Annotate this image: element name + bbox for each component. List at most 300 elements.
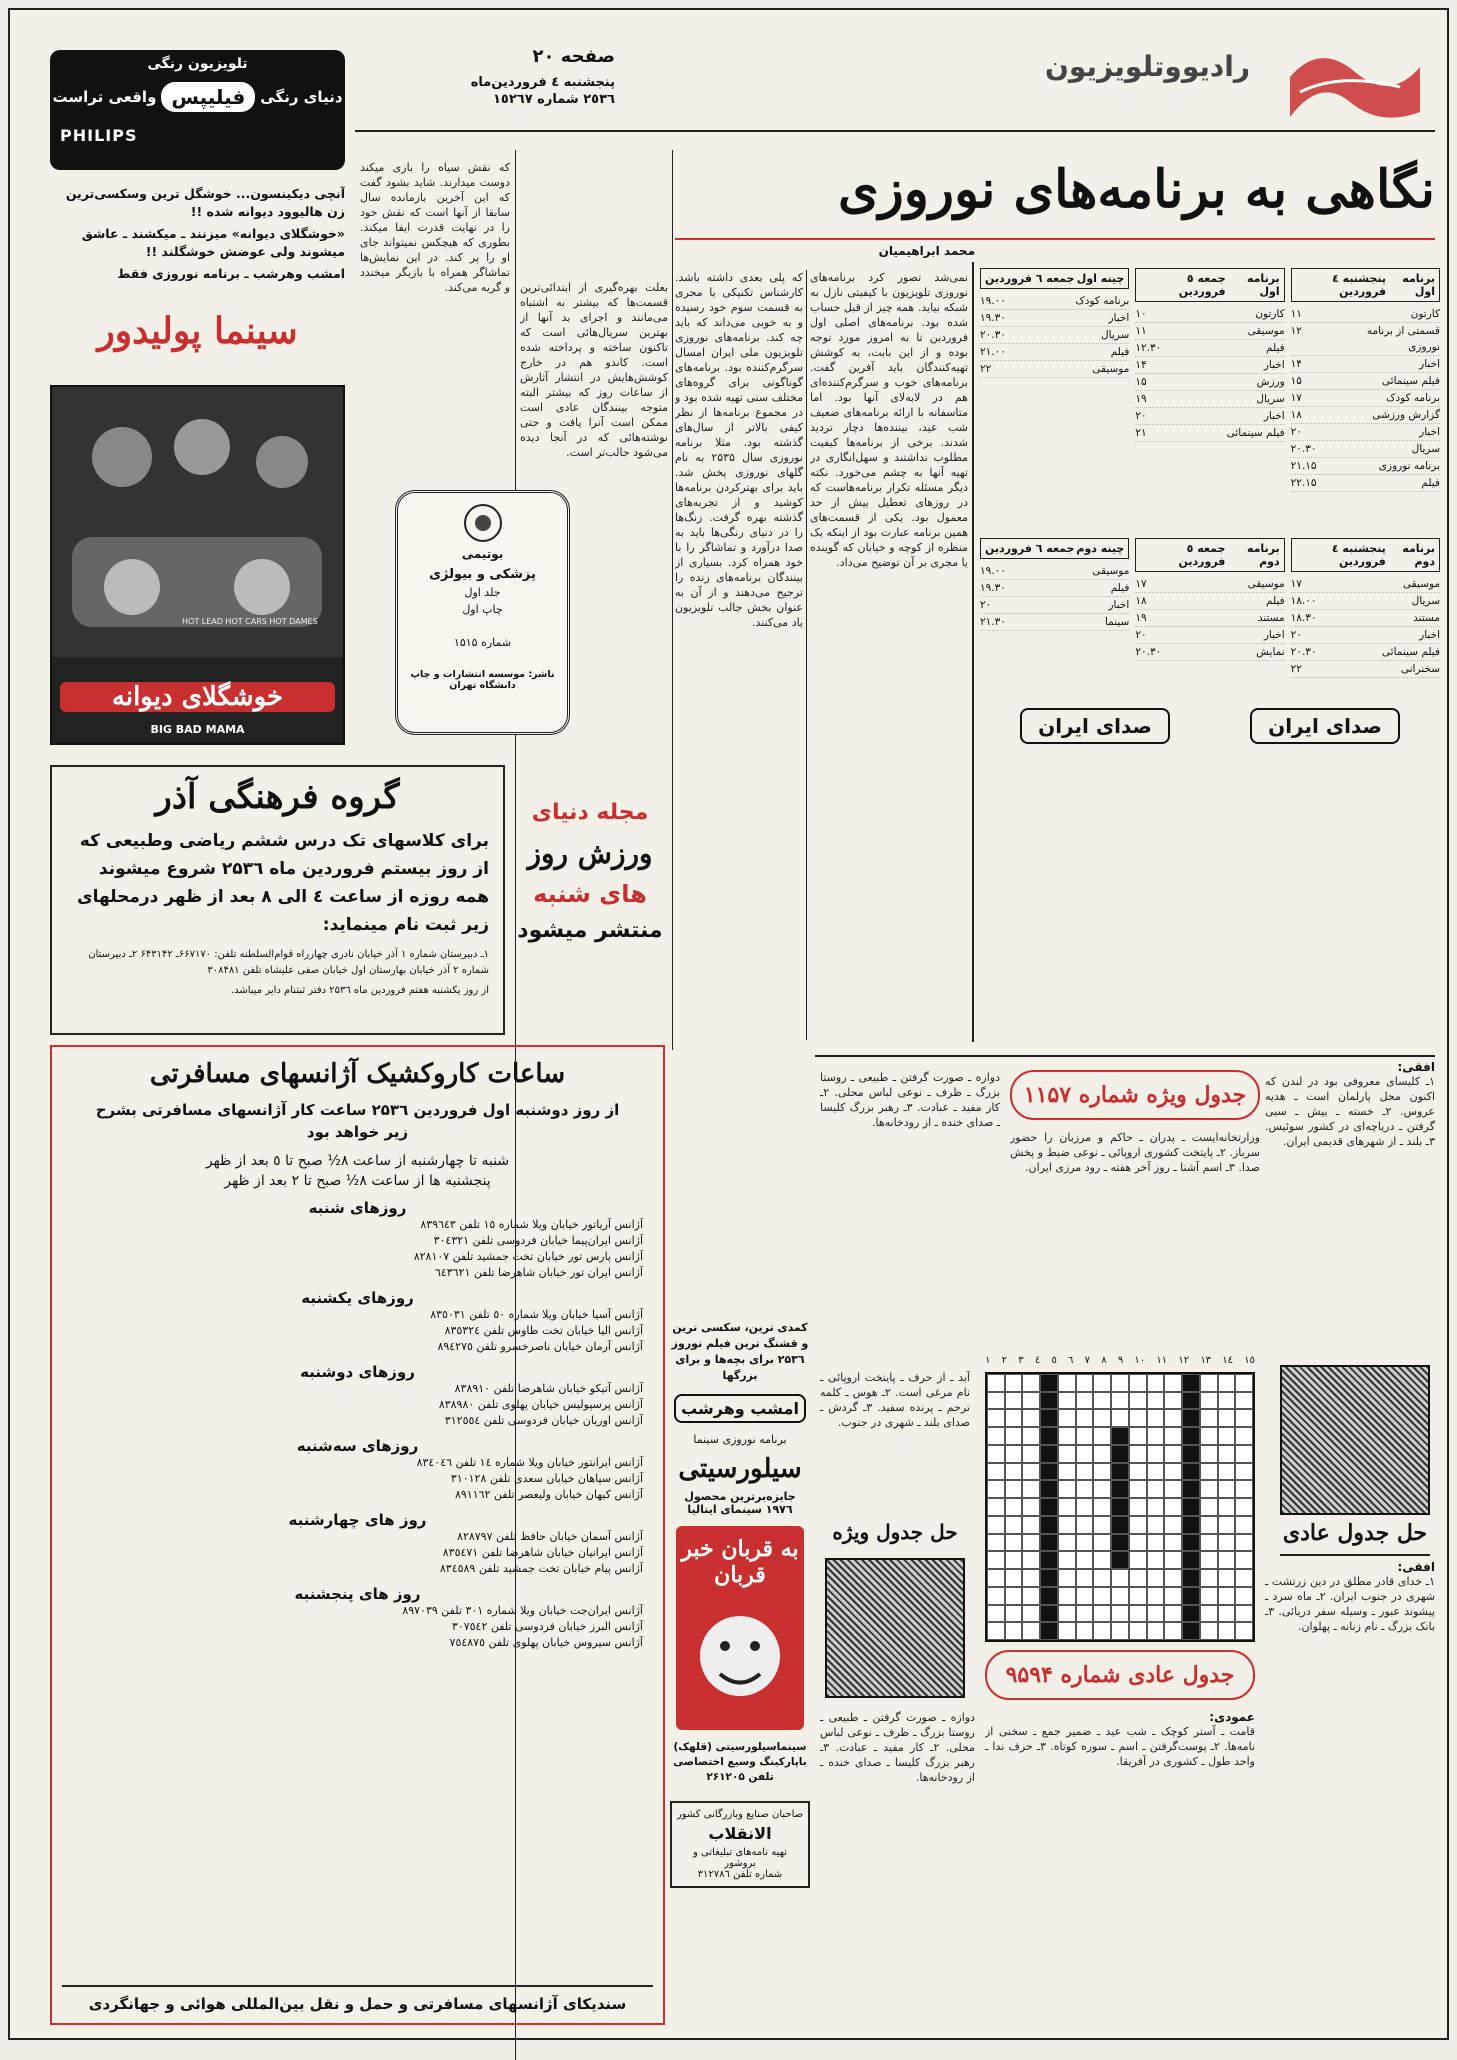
crossword-number: ٦ <box>1068 1355 1074 1366</box>
regular-title-box <box>985 1650 1255 1700</box>
crossword-cell[interactable] <box>1005 1409 1023 1427</box>
crossword-cell[interactable] <box>1182 1392 1200 1410</box>
crossword-cell[interactable] <box>987 1622 1005 1640</box>
crossword-cell[interactable] <box>1093 1480 1111 1498</box>
schedule-time: ۱۵ <box>1135 376 1147 388</box>
crossword-cell[interactable] <box>1005 1445 1023 1463</box>
crossword-cell[interactable] <box>1093 1463 1111 1481</box>
crossword-cell[interactable] <box>1218 1569 1236 1587</box>
crossword-cell[interactable] <box>1182 1427 1200 1445</box>
crossword-cell[interactable] <box>1111 1622 1129 1640</box>
crossword-cell[interactable] <box>1147 1409 1165 1427</box>
crossword-cell[interactable] <box>1093 1605 1111 1623</box>
crossword-cell[interactable] <box>1129 1374 1147 1392</box>
crossword-cell[interactable] <box>987 1551 1005 1569</box>
crossword-cell[interactable] <box>1022 1445 1040 1463</box>
crossword-cell[interactable] <box>1022 1392 1040 1410</box>
crossword-cell[interactable] <box>1058 1427 1076 1445</box>
crossword-cell[interactable] <box>1182 1587 1200 1605</box>
crossword-cell[interactable] <box>1058 1622 1076 1640</box>
crossword-cell[interactable] <box>1111 1480 1129 1498</box>
schedule-title: موسیقی <box>1247 578 1285 590</box>
crossword-cell[interactable] <box>1235 1569 1253 1587</box>
travel-day-heading: روزهای دوشنبه <box>300 1363 415 1381</box>
crossword-cell[interactable] <box>1022 1498 1040 1516</box>
crossword-cell[interactable] <box>1235 1605 1253 1623</box>
crossword-cell[interactable] <box>1093 1392 1111 1410</box>
crossword-cell[interactable] <box>1005 1622 1023 1640</box>
crossword-cell[interactable] <box>1235 1409 1253 1427</box>
book-title: پزشکی و بیولژی <box>429 567 536 582</box>
crossword-cell[interactable] <box>987 1480 1005 1498</box>
crossword-cell[interactable] <box>1093 1569 1111 1587</box>
crossword-cell[interactable] <box>1182 1409 1200 1427</box>
crossword-cell[interactable] <box>1218 1622 1236 1640</box>
crossword-cell[interactable] <box>1218 1374 1236 1392</box>
crossword-cell[interactable] <box>1235 1463 1253 1481</box>
crossword-cell[interactable] <box>1235 1445 1253 1463</box>
crossword-cell[interactable] <box>1147 1445 1165 1463</box>
crossword-cell[interactable] <box>1182 1498 1200 1516</box>
crossword-cell[interactable] <box>1058 1409 1076 1427</box>
crossword-number: ٤ <box>1034 1355 1041 1366</box>
crossword-cell[interactable] <box>1093 1551 1111 1569</box>
crossword-cell[interactable] <box>1093 1409 1111 1427</box>
crossword-cell[interactable] <box>1164 1605 1182 1623</box>
crossword-cell[interactable] <box>1200 1409 1218 1427</box>
travel-sub3: پنجشنبه ها از ساعت ۸½ صبح تا ۲ بعد از ظهر <box>224 1173 491 1189</box>
crossword-cell[interactable] <box>1182 1534 1200 1552</box>
crossword-cell[interactable] <box>1005 1569 1023 1587</box>
crossword-cell[interactable] <box>1040 1445 1058 1463</box>
crossword-cell[interactable] <box>1040 1409 1058 1427</box>
crossword-cell[interactable] <box>1040 1374 1058 1392</box>
clues-a: ۱ـ کلیسای معروفی بود در لندن که اکنون محل پارلمان است ـ هدیه عروس. ۲ـ خسته ـ بیش ـ سبی گرفتن ـ دریاچه‌ای در کشور سوئیس. ۳ـ بلند ـ از شهرهای قدیمی ایران. <box>1265 1075 1435 1148</box>
crossword-cell[interactable] <box>1040 1605 1058 1623</box>
schedule-title: کارتون <box>1255 308 1285 320</box>
crossword-cell[interactable] <box>987 1498 1005 1516</box>
schedule-time: ۱۰ <box>1135 308 1147 320</box>
crossword-cell[interactable] <box>1164 1569 1182 1587</box>
schedule-time: ۱۴ <box>1135 359 1147 371</box>
crossword-cell[interactable] <box>1164 1516 1182 1534</box>
crossword-number: ۸ <box>1101 1355 1107 1366</box>
travel-sub2: شنبه تا چهارشنبه از ساعت ۸½ صبح تا ٥ بعد از ظهر <box>205 1153 510 1169</box>
crossword-cell[interactable] <box>987 1463 1005 1481</box>
crossword-cell[interactable] <box>1040 1463 1058 1481</box>
crossword-cell[interactable] <box>1129 1409 1147 1427</box>
crossword-cell[interactable] <box>1129 1445 1147 1463</box>
crossword-cell[interactable] <box>1076 1605 1094 1623</box>
crossword-cell[interactable] <box>1040 1516 1058 1534</box>
crossword-cell[interactable] <box>1147 1374 1165 1392</box>
silver-program: برنامه نوروزی سینما <box>693 1433 787 1446</box>
crossword-cell[interactable] <box>1235 1534 1253 1552</box>
crossword-cell[interactable] <box>1182 1551 1200 1569</box>
schedule-title: فیلم <box>1266 595 1285 607</box>
crossword-grid[interactable] <box>985 1372 1255 1642</box>
crossword-cell[interactable] <box>1076 1392 1094 1410</box>
crossword-cell[interactable] <box>1218 1516 1236 1534</box>
crossword-cell[interactable] <box>1111 1534 1129 1552</box>
schedule-row <box>1135 323 1284 340</box>
crossword-cell[interactable] <box>1164 1551 1182 1569</box>
crossword-cell[interactable] <box>1182 1569 1200 1587</box>
down-label: عمودی: <box>1209 1710 1255 1724</box>
sched-5-day: جمعه ٦ فروردین <box>985 272 1075 285</box>
crossword-cell[interactable] <box>987 1605 1005 1623</box>
crossword-cell[interactable] <box>1093 1587 1111 1605</box>
crossword-cell[interactable] <box>1129 1622 1147 1640</box>
crossword-cell[interactable] <box>1147 1516 1165 1534</box>
crossword-number: ٥ <box>1051 1355 1057 1366</box>
crossword-cell[interactable] <box>1182 1480 1200 1498</box>
crossword-cell[interactable] <box>1235 1427 1253 1445</box>
crossword-number: ۱۱ <box>1156 1355 1168 1366</box>
travel-agency-line: آژانس آتیکو خیابان شاهرضا تلفن ٨٣٨٩١٠ <box>454 1382 643 1395</box>
crossword-cell[interactable] <box>1022 1587 1040 1605</box>
crossword-cell[interactable] <box>1076 1587 1094 1605</box>
crossword-cell[interactable] <box>987 1409 1005 1427</box>
crossword-cell[interactable] <box>1182 1516 1200 1534</box>
crossword-cell[interactable] <box>1129 1392 1147 1410</box>
crossword-cell[interactable] <box>1111 1427 1129 1445</box>
crossword-cell[interactable] <box>1235 1551 1253 1569</box>
schedule-time: ۱۸.۰۰ <box>1290 595 1317 607</box>
crossword-cell[interactable] <box>1093 1622 1111 1640</box>
crossword-cell[interactable] <box>1164 1374 1182 1392</box>
crossword-cell[interactable] <box>1005 1534 1023 1552</box>
schedule-row <box>980 310 1129 327</box>
travel-agency-line: آژانس الیا خیابان تخت طاوس تلفن ٨٣٥٣٢٤ <box>444 1324 643 1337</box>
crossword-cell[interactable] <box>1147 1498 1165 1516</box>
crossword-cell[interactable] <box>1076 1480 1094 1498</box>
azar-addr: ۱ـ دبیرستان شماره ۱ آذر خیابان نادری چهارراه قوام‌السلطنه تلفن: ۶۶۷۱۷۰ـ ۶۴۳۱۴۲ ۲ـ دبیرستان شماره ۲ آذر خیابان بهارستان اول خیابان صفی علیشاه تلفن ۳۰۸۴۸۱ <box>88 949 489 976</box>
travel-day-heading: روزهای یکشنبه <box>301 1289 414 1307</box>
crossword-cell[interactable] <box>1147 1622 1165 1640</box>
crossword-cell[interactable] <box>1164 1427 1182 1445</box>
crossword-cell[interactable] <box>1040 1622 1058 1640</box>
schedule-block-5 <box>980 268 1129 492</box>
across-label: افقی: <box>1397 1060 1435 1074</box>
crossword-cell[interactable] <box>1005 1374 1023 1392</box>
crossword-cell[interactable] <box>1022 1480 1040 1498</box>
cinema-name-wrap <box>50 310 345 370</box>
radio-box-left: صدای ایران <box>1020 708 1170 744</box>
header-rule <box>355 130 1435 132</box>
azar-ad <box>50 765 505 1035</box>
crossword-cell[interactable] <box>1040 1427 1058 1445</box>
crossword-cell[interactable] <box>1200 1569 1218 1587</box>
crossword-cell[interactable] <box>1218 1534 1236 1552</box>
crossword-cell[interactable] <box>1005 1498 1023 1516</box>
crossword-cell[interactable] <box>1147 1569 1165 1587</box>
crossword-cell[interactable] <box>1164 1498 1182 1516</box>
crossword-cell[interactable] <box>1200 1498 1218 1516</box>
crossword-cell[interactable] <box>1164 1480 1182 1498</box>
crossword-cell[interactable] <box>1005 1427 1023 1445</box>
crossword-cell[interactable] <box>1040 1498 1058 1516</box>
crossword-cell[interactable] <box>1093 1534 1111 1552</box>
schedule-title: اخبار <box>1108 312 1130 324</box>
bottom-line3: شماره تلفن ۳۱۲۷۸٦ <box>697 1869 783 1880</box>
crossword-cell[interactable] <box>1022 1569 1040 1587</box>
crossword-cell[interactable] <box>1022 1374 1040 1392</box>
crossword-cell[interactable] <box>1058 1392 1076 1410</box>
travel-agency-line: آژانس کیهان خیابان ولیعصر تلفن ٨٩١١٦٢ <box>454 1488 643 1501</box>
schedule-row <box>1291 644 1440 661</box>
silver-tonight: امشب وهرشب <box>674 1394 806 1423</box>
crossword-cell[interactable] <box>1005 1605 1023 1623</box>
crossword-cell[interactable] <box>1093 1374 1111 1392</box>
crossword-cell[interactable] <box>1235 1498 1253 1516</box>
crossword-cell[interactable] <box>1200 1463 1218 1481</box>
solution-grid-wrap <box>1280 1365 1430 1515</box>
crossword-cell[interactable] <box>1040 1534 1058 1552</box>
crossword-cell[interactable] <box>1147 1551 1165 1569</box>
crossword-cell[interactable] <box>1218 1498 1236 1516</box>
crossword-cell[interactable] <box>1093 1427 1111 1445</box>
clues-d: دوازه ـ صورت گرفتن ـ طبیعی ـ روستا بزرگ ـ ظرف ـ نوعی لباس محلی. ۲ـ کار مفید ـ عبادت. ۳ـ رهبر بزرگ کلیسا ـ صدای خنده ـ از رودخانه‌ها. <box>820 1071 1000 1129</box>
crossword-cell[interactable] <box>1235 1392 1253 1410</box>
crossword-cell[interactable] <box>1235 1374 1253 1392</box>
crossword-cell[interactable] <box>1111 1498 1129 1516</box>
crossword-cell[interactable] <box>1218 1463 1236 1481</box>
crossword-cell[interactable] <box>1058 1480 1076 1498</box>
schedule-block-4 <box>1135 538 1284 678</box>
sched-2-day: پنجشنبه ٤ فروردین <box>1331 542 1386 568</box>
crossword-cell[interactable] <box>1076 1622 1094 1640</box>
schedule-row <box>1135 610 1284 627</box>
crossword-cell[interactable] <box>1076 1463 1094 1481</box>
schedule-row <box>980 344 1129 361</box>
crossword-cell[interactable] <box>1235 1516 1253 1534</box>
crossword-cell[interactable] <box>987 1427 1005 1445</box>
schedule-time: ۱۲ <box>1290 325 1302 337</box>
crossword-cell[interactable] <box>1200 1605 1218 1623</box>
crossword-cell[interactable] <box>1182 1622 1200 1640</box>
crossword-cell[interactable] <box>1058 1551 1076 1569</box>
crossword-cell[interactable] <box>1022 1605 1040 1623</box>
crossword-cell[interactable] <box>1147 1605 1165 1623</box>
crossword-cell[interactable] <box>1076 1445 1094 1463</box>
crossword-cell[interactable] <box>1005 1480 1023 1498</box>
crossword-cell[interactable] <box>1058 1374 1076 1392</box>
crossword-cell[interactable] <box>1005 1463 1023 1481</box>
crossword-cell[interactable] <box>1200 1516 1218 1534</box>
crossword-cell[interactable] <box>1022 1551 1040 1569</box>
crossword-cell[interactable] <box>1076 1569 1094 1587</box>
schedule-block-2 <box>1291 538 1440 678</box>
crossword-cell[interactable] <box>1111 1463 1129 1481</box>
crossword-cell[interactable] <box>1005 1587 1023 1605</box>
crossword-cell[interactable] <box>1164 1409 1182 1427</box>
masthead-ornament-icon <box>1280 32 1430 132</box>
crossword-cell[interactable] <box>1235 1587 1253 1605</box>
crossword-cell[interactable] <box>987 1392 1005 1410</box>
schedule-title: اخبار <box>1419 426 1440 438</box>
crossword-cell[interactable] <box>1218 1427 1236 1445</box>
crossword-cell[interactable] <box>1022 1463 1040 1481</box>
clues-f: قامت ـ آستر کوچک ـ شب عید ـ ضمیر جمع ـ سخنی از نامه‌ها. ۲ـ پوست‌گرفتن ـ اسم ـ سوره کوتاه. ۳ـ حرف ندا ـ واحد طول ـ کشوری در آفریقا. <box>985 1725 1255 1768</box>
schedule-row <box>1291 593 1440 610</box>
crossword-cell[interactable] <box>1129 1605 1147 1623</box>
crossword-cell[interactable] <box>1058 1516 1076 1534</box>
schedule-row <box>1291 407 1440 424</box>
schedule-title: اخبار <box>1419 629 1440 641</box>
schedule-title: فیلم <box>1266 342 1285 354</box>
poster-tagline: HOT LEAD HOT CARS HOT DAMES <box>182 617 318 626</box>
crossword-cell[interactable] <box>1200 1622 1218 1640</box>
crossword-cell[interactable] <box>1111 1587 1129 1605</box>
crossword-cell[interactable] <box>1200 1551 1218 1569</box>
crossword-cell[interactable] <box>1022 1622 1040 1640</box>
sched-4-header: برنامه دوم <box>1246 542 1280 568</box>
crossword-cell[interactable] <box>1164 1463 1182 1481</box>
crossword-cell[interactable] <box>1022 1409 1040 1427</box>
crossword-cell[interactable] <box>1005 1392 1023 1410</box>
crossword-cell[interactable] <box>1182 1605 1200 1623</box>
crossword-cell[interactable] <box>1058 1445 1076 1463</box>
crossword-cell[interactable] <box>1147 1480 1165 1498</box>
crossword-cell[interactable] <box>1076 1374 1094 1392</box>
crossword-cell[interactable] <box>1040 1569 1058 1587</box>
crossword-cell[interactable] <box>1040 1551 1058 1569</box>
radio-box-right: صدای ایران <box>1250 708 1400 744</box>
university-seal-icon <box>463 503 503 543</box>
crossword-cell[interactable] <box>987 1534 1005 1552</box>
schedule-row <box>980 327 1129 344</box>
crossword-cell[interactable] <box>1147 1463 1165 1481</box>
crossword-cell[interactable] <box>1040 1392 1058 1410</box>
crossword-cell[interactable] <box>987 1569 1005 1587</box>
crossword-cell[interactable] <box>1129 1480 1147 1498</box>
crossword-cell[interactable] <box>1218 1445 1236 1463</box>
crossword-cell[interactable] <box>1058 1534 1076 1552</box>
crossword-cell[interactable] <box>1200 1427 1218 1445</box>
crossword-cell[interactable] <box>1129 1587 1147 1605</box>
crossword-cell[interactable] <box>987 1445 1005 1463</box>
crossword-cell[interactable] <box>1111 1551 1129 1569</box>
crossword-cell[interactable] <box>1076 1551 1094 1569</box>
crossword-cell[interactable] <box>1235 1480 1253 1498</box>
sport-line2: ورزش روز <box>527 837 653 870</box>
crossword-cell[interactable] <box>1200 1445 1218 1463</box>
crossword-cell[interactable] <box>1182 1445 1200 1463</box>
crossword-cell[interactable] <box>1129 1463 1147 1481</box>
schedule-row <box>1291 390 1440 407</box>
crossword-cell[interactable] <box>1093 1516 1111 1534</box>
crossword-cell[interactable] <box>1182 1463 1200 1481</box>
crossword-cell[interactable] <box>1022 1534 1040 1552</box>
crossword-cell[interactable] <box>1164 1392 1182 1410</box>
article-divider <box>972 262 974 1042</box>
crossword-cell[interactable] <box>987 1516 1005 1534</box>
special-title-box <box>1010 1070 1260 1120</box>
travel-agency-line: آژانس آرمان خیابان ناصرخسرو تلفن ٨٩٤٢٧٥ <box>437 1340 643 1353</box>
crossword-cell[interactable] <box>1111 1516 1129 1534</box>
crossword-cell[interactable] <box>1058 1605 1076 1623</box>
schedule-time: ۱۹.۰۰ <box>980 565 1006 577</box>
crossword-cell[interactable] <box>1129 1551 1147 1569</box>
schedule-grid <box>980 268 1440 1048</box>
bottom-line2: تهیه نامه‌های تبلیغاتی و بروشور <box>693 1847 787 1869</box>
crossword-numbers <box>985 1355 1255 1371</box>
crossword-cell[interactable] <box>1111 1569 1129 1587</box>
crossword-cell[interactable] <box>1200 1374 1218 1392</box>
crossword-cell[interactable] <box>1076 1516 1094 1534</box>
bottom-ad <box>670 1801 810 1888</box>
crossword-cell[interactable] <box>987 1587 1005 1605</box>
crossword-cell[interactable] <box>1235 1622 1253 1640</box>
crossword-cell[interactable] <box>1093 1498 1111 1516</box>
crossword-cell[interactable] <box>1058 1463 1076 1481</box>
crossword-cell[interactable] <box>1040 1480 1058 1498</box>
crossword-cell[interactable] <box>1005 1551 1023 1569</box>
crossword-cell[interactable] <box>1058 1587 1076 1605</box>
crossword-cell[interactable] <box>1093 1445 1111 1463</box>
crossword-cell[interactable] <box>1218 1605 1236 1623</box>
crossword-cell[interactable] <box>1200 1534 1218 1552</box>
crossword-cell[interactable] <box>1164 1622 1182 1640</box>
crossword-cell[interactable] <box>1129 1534 1147 1552</box>
crossword-cell[interactable] <box>1218 1392 1236 1410</box>
crossword-cell[interactable] <box>1111 1374 1129 1392</box>
crossword-cell[interactable] <box>1147 1392 1165 1410</box>
blurb-1: آنچی دیکینسون... خوشگل ترین وسکسی‌ترین زن هالیوود دیوانه شده !! <box>65 186 345 219</box>
crossword-cell[interactable] <box>1164 1587 1182 1605</box>
crossword-cell[interactable] <box>1218 1409 1236 1427</box>
crossword-cell[interactable] <box>1129 1516 1147 1534</box>
crossword-cell[interactable] <box>1058 1498 1076 1516</box>
crossword-cell[interactable] <box>1129 1569 1147 1587</box>
crossword-cell[interactable] <box>1182 1374 1200 1392</box>
crossword-cell[interactable] <box>1111 1392 1129 1410</box>
philips-ad <box>50 50 345 170</box>
crossword-cell[interactable] <box>1200 1480 1218 1498</box>
crossword-cell[interactable] <box>1111 1605 1129 1623</box>
crossword-cell[interactable] <box>1218 1480 1236 1498</box>
schedule-time: ۲۰ <box>1290 629 1302 641</box>
crossword-cell[interactable] <box>987 1374 1005 1392</box>
crossword-cell[interactable] <box>1147 1427 1165 1445</box>
crossword-cell[interactable] <box>1218 1551 1236 1569</box>
crossword-cell[interactable] <box>1022 1516 1040 1534</box>
crossword-cell[interactable] <box>1058 1569 1076 1587</box>
crossword-cell[interactable] <box>1076 1427 1094 1445</box>
crossword-cell[interactable] <box>1164 1445 1182 1463</box>
crossword-cell[interactable] <box>1164 1534 1182 1552</box>
clues-b: ۱ـ خدای قادر مطلق در دین زرتشت ـ شهری در جنوب ایران. ۲ـ ماه سرد ـ پیشوند عبور ـ وسیله سفر دریائی. ۳ـ بانک بزرگ ـ نام زنانه ـ پهلوان. <box>1265 1575 1435 1633</box>
crossword-cell[interactable] <box>1111 1409 1129 1427</box>
crossword-cell[interactable] <box>1147 1587 1165 1605</box>
crossword-cell[interactable] <box>1076 1409 1094 1427</box>
crossword-cell[interactable] <box>1076 1498 1094 1516</box>
crossword-cell[interactable] <box>1040 1587 1058 1605</box>
travel-day-heading: روزهای سه‌شنبه <box>296 1437 419 1455</box>
schedule-row <box>1291 441 1440 458</box>
crossword-cell[interactable] <box>1200 1587 1218 1605</box>
crossword-cell[interactable] <box>1076 1534 1094 1552</box>
crossword-cell[interactable] <box>1129 1498 1147 1516</box>
crossword-cell[interactable] <box>1147 1534 1165 1552</box>
crossword-cell[interactable] <box>1129 1427 1147 1445</box>
crossword-cell[interactable] <box>1200 1392 1218 1410</box>
crossword-cell[interactable] <box>1111 1445 1129 1463</box>
crossword-cell[interactable] <box>1005 1516 1023 1534</box>
crossword-cell[interactable] <box>1022 1427 1040 1445</box>
crossword-cell[interactable] <box>1218 1587 1236 1605</box>
